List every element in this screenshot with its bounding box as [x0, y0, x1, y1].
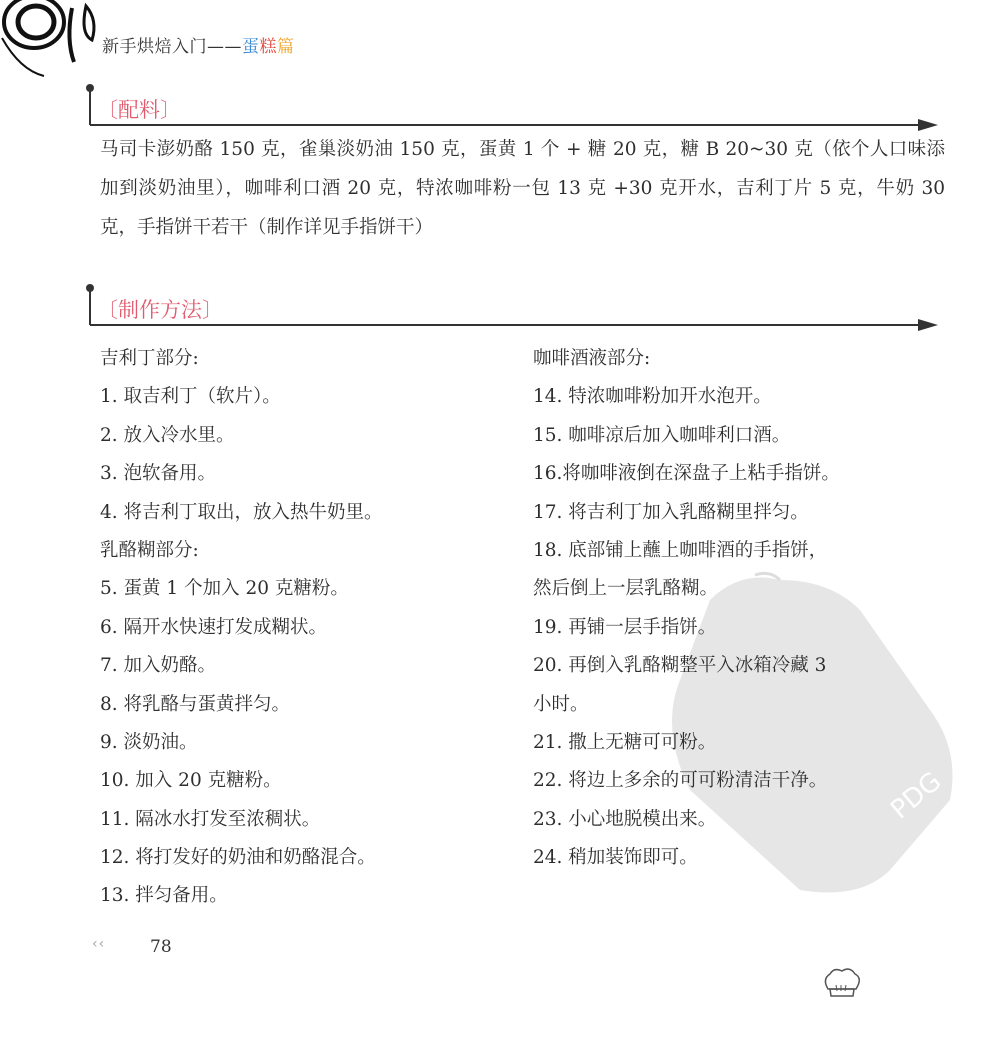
step-line: 18. 底部铺上蘸上咖啡酒的手指饼， [533, 539, 828, 561]
step-line: 11. 隔冰水打发至浓稠状。 [100, 808, 321, 830]
header-title-char-1: 蛋 [242, 37, 260, 57]
step-line: 13. 拌匀备用。 [100, 885, 228, 907]
step-line: 24. 稍加装饰即可。 [533, 847, 698, 869]
step-line: 15. 咖啡凉后加入咖啡利口酒。 [533, 424, 791, 446]
chef-hat-icon [820, 965, 864, 1001]
step-line: 3. 泡软备用。 [100, 463, 217, 485]
step-line: 20. 再倒入乳酪糊整平入冰箱冷藏 3 [533, 655, 827, 677]
page-arrows: ‹‹ [92, 936, 106, 952]
step-line: 7. 加入奶酪。 [100, 655, 217, 677]
step-line: 5. 蛋黄 1 个加入 20 克糖粉。 [100, 578, 349, 600]
step-line: 12. 将打发好的奶油和奶酪混合。 [100, 847, 376, 869]
page-number: 78 [150, 937, 172, 957]
step-line: 14. 特浓咖啡粉加开水泡开。 [533, 386, 772, 408]
ingredients-text: 马司卡澎奶酪 150 克，雀巢淡奶油 150 克，蛋黄 1 个 + 糖 20 克，糖 B 20~30 克（依个人口味添加到淡奶油里），咖啡利口酒 20 克，特浓咖啡粉一包 13 克 +30 克开水，吉利丁片 5 克，牛奶 30 克，手指饼干若干（制作详见手指饼干） [100, 139, 945, 238]
step-line: 然后倒上一层乳酪糊。 [533, 578, 719, 600]
ingredients-heading: 〔配料〕 [97, 98, 181, 122]
step-line: 咖啡酒液部分: [533, 348, 651, 369]
step-line: 22. 将边上多余的可可粉清洁干净。 [533, 770, 828, 792]
method-left-column [100, 340, 510, 916]
step-line: 2. 放入冷水里。 [100, 424, 235, 446]
watermark-text: PDG [885, 766, 948, 826]
step-line: 9. 淡奶油。 [100, 731, 198, 753]
step-line: 23. 小心地脱模出来。 [533, 808, 717, 830]
header-title-prefix: 新手烘焙入门—— [102, 37, 242, 57]
step-line: 17. 将吉利丁加入乳酪糊里拌匀。 [533, 501, 809, 523]
header-title-char-3: 篇 [277, 37, 295, 57]
step-line: 19. 再铺一层手指饼。 [533, 616, 717, 638]
step-line: 10. 加入 20 克糖粉。 [100, 770, 282, 792]
step-line: 吉利丁部分: [100, 348, 199, 369]
step-line: 16.将咖啡液倒在深盘子上粘手指饼。 [533, 463, 840, 485]
page-header-title [102, 32, 295, 57]
step-line: 1. 取吉利丁（软片）。 [100, 386, 281, 408]
header-title-char-2: 糕 [259, 37, 277, 57]
step-line: 小时。 [533, 693, 589, 715]
method-heading: 〔制作方法〕 [97, 298, 223, 322]
step-line: 乳酪糊部分: [100, 539, 199, 561]
method-right-column [533, 340, 943, 877]
step-line: 21. 撒上无糖可可粉。 [533, 731, 717, 753]
book-logo [0, 0, 110, 80]
step-line: 4. 将吉利丁取出，放入热牛奶里。 [100, 501, 383, 523]
step-line: 6. 隔开水快速打发成糊状。 [100, 616, 328, 638]
step-line: 8. 将乳酪与蛋黄拌匀。 [100, 693, 291, 715]
